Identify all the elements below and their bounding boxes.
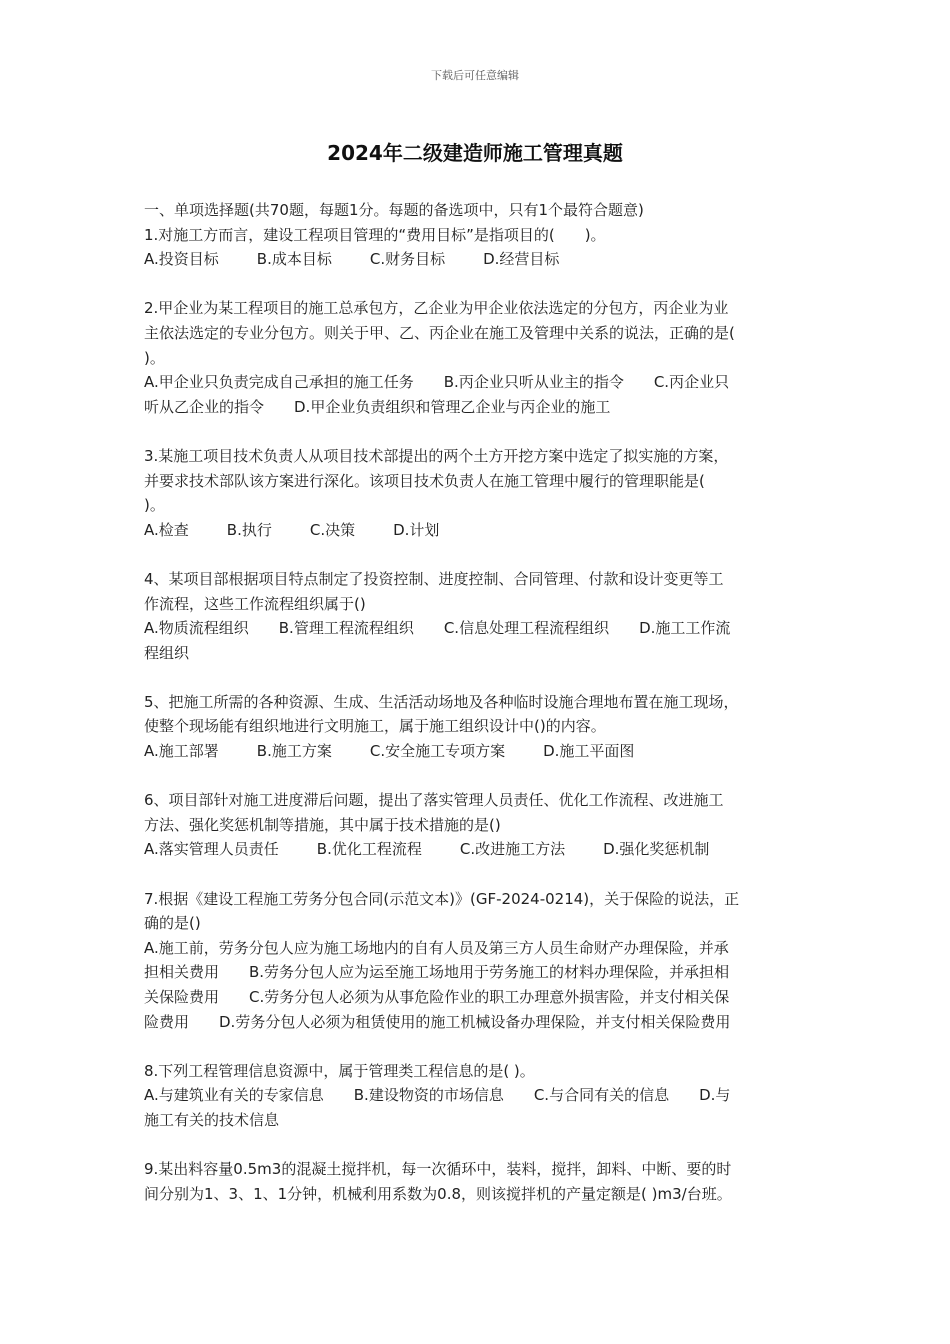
section-heading: 一、单项选择题(共70题，每题1分。每题的备选项中，只有1个最符合题意) xyxy=(144,201,644,219)
question-5 xyxy=(144,690,808,764)
option-b: B.施工方案 xyxy=(256,742,332,761)
question-6 xyxy=(144,788,808,862)
question-text-line: )。 xyxy=(144,348,165,367)
options-text-line: 施工有关的技术信息 xyxy=(144,1110,280,1129)
header-note: 下载后可任意编辑 xyxy=(431,69,519,82)
option-d: D.施工平面图 xyxy=(543,742,635,761)
question-text-line: 8.下列工程管理信息资源中，属于管理类工程信息的是( )。 xyxy=(144,1061,535,1080)
question-text-line: 并要求技术部队该方案进行深化。该项目技术负责人在施工管理中履行的管理职能是( xyxy=(144,471,705,490)
question-2 xyxy=(144,296,808,419)
question-text-line: )。 xyxy=(144,496,165,515)
question-text-line: 确的是() xyxy=(144,914,201,933)
question-text-line: 9.某出料容量0.5m3的混凝土搅拌机，每一次循环中，装料，搅拌，卸料、中断、要的时 xyxy=(144,1160,732,1179)
option-b: B.成本目标 xyxy=(256,250,332,269)
question-text-line: 6、项目部针对施工进度滞后问题，提出了落实管理人员责任、优化工作流程、改进施工 xyxy=(144,791,724,810)
option-d: D.强化奖惩机制 xyxy=(603,840,710,859)
question-text-line: 1.对施工方而言，建设工程项目管理的“费用目标”是指项目的( )。 xyxy=(144,225,606,244)
question-text-line: 5、把施工所需的各种资源、生成、生活活动场地及各种临时设施合理地布置在施工现场， xyxy=(144,692,739,711)
option-a: A.落实管理人员责任 xyxy=(144,840,279,859)
option-a: A.施工部署 xyxy=(144,742,219,761)
options-text-line: 担相关费用 B.劳务分包人应为运至施工场地用于劳务施工的材料办理保险，并承担相 xyxy=(144,963,730,982)
option-a: A.检查 xyxy=(144,520,189,539)
option-b: B.执行 xyxy=(226,520,272,539)
options-text-line: 听从乙企业的指令 D.甲企业负责组织和管理乙企业与丙企业的施工 xyxy=(144,397,611,416)
question-7 xyxy=(144,887,808,1035)
answer-options xyxy=(144,739,808,764)
option-c: C.决策 xyxy=(309,520,356,539)
option-d: D.经营目标 xyxy=(483,250,560,269)
options-text-line: A.与建筑业有关的专家信息 B.建设物资的市场信息 C.与合同有关的信息 D.与 xyxy=(144,1086,731,1105)
options-text-line: A.物质流程组织 B.管理工程流程组织 C.信息处理工程流程组织 D.施工工作流 xyxy=(144,619,731,638)
option-c: C.改进施工方法 xyxy=(459,840,566,859)
options-text-line: A.施工前，劳务分包人应为施工场地内的自有人员及第三方人员生命财产办理保险，并承 xyxy=(144,938,729,957)
question-3 xyxy=(144,444,808,542)
question-text-line: 主依法选定的专业分包方。则关于甲、乙、丙企业在施工及管理中关系的说法，正确的是( xyxy=(144,323,735,342)
question-1 xyxy=(144,223,808,272)
document-title: 2024年二级建造师施工管理真题 xyxy=(327,141,623,165)
question-text-line: 7.根据《建设工程施工劳务分包合同(示范文本)》(GF-2024-0214)，关于保险的说法，正 xyxy=(144,889,740,908)
question-content xyxy=(144,198,808,1206)
question-text-line: 使整个现场能有组织地进行文明施工，属于施工组织设计中()的内容。 xyxy=(144,717,606,736)
answer-options xyxy=(144,247,808,272)
question-8 xyxy=(144,1059,808,1133)
answer-options xyxy=(144,837,808,862)
options-text-line: 险费用 D.劳务分包人必须为租赁使用的施工机械设备办理保险，并支付相关保险费用 xyxy=(144,1012,731,1031)
question-text-line: 2.甲企业为某工程项目的施工总承包方，乙企业为甲企业依法选定的分包方，丙企业为业 xyxy=(144,299,729,318)
option-a: A.投资目标 xyxy=(144,250,219,269)
option-d: D.计划 xyxy=(393,520,440,539)
question-9 xyxy=(144,1157,808,1206)
question-text-line: 作流程，这些工作流程组织属于() xyxy=(144,594,366,613)
options-text-line: 程组织 xyxy=(144,643,190,662)
answer-options xyxy=(144,518,808,543)
question-text-line: 方法、强化奖惩机制等措施，其中属于技术措施的是() xyxy=(144,815,501,834)
question-text-line: 3.某施工项目技术负责人从项目技术部提出的两个土方开挖方案中选定了拟实施的方案， xyxy=(144,446,729,465)
options-text-line: 关保险费用 C.劳务分包人必须为从事危险作业的职工办理意外损害险，并支付相关保 xyxy=(144,988,730,1006)
question-4 xyxy=(144,567,808,665)
option-b: B.优化工程流程 xyxy=(316,840,422,859)
question-text-line: 4、某项目部根据项目特点制定了投资控制、进度控制、合同管理、付款和设计变更等工 xyxy=(144,569,724,588)
option-c: C.财务目标 xyxy=(369,250,446,269)
options-text-line: A.甲企业只负责完成自己承担的施工任务 B.丙企业只听从业主的指令 C.丙企业只 xyxy=(144,373,730,392)
option-c: C.安全施工专项方案 xyxy=(369,742,506,761)
question-text-line: 间分别为1、3、1、1分钟，机械利用系数为0.8，则该搅拌机的产量定额是( )m3/台班。 xyxy=(144,1184,732,1203)
